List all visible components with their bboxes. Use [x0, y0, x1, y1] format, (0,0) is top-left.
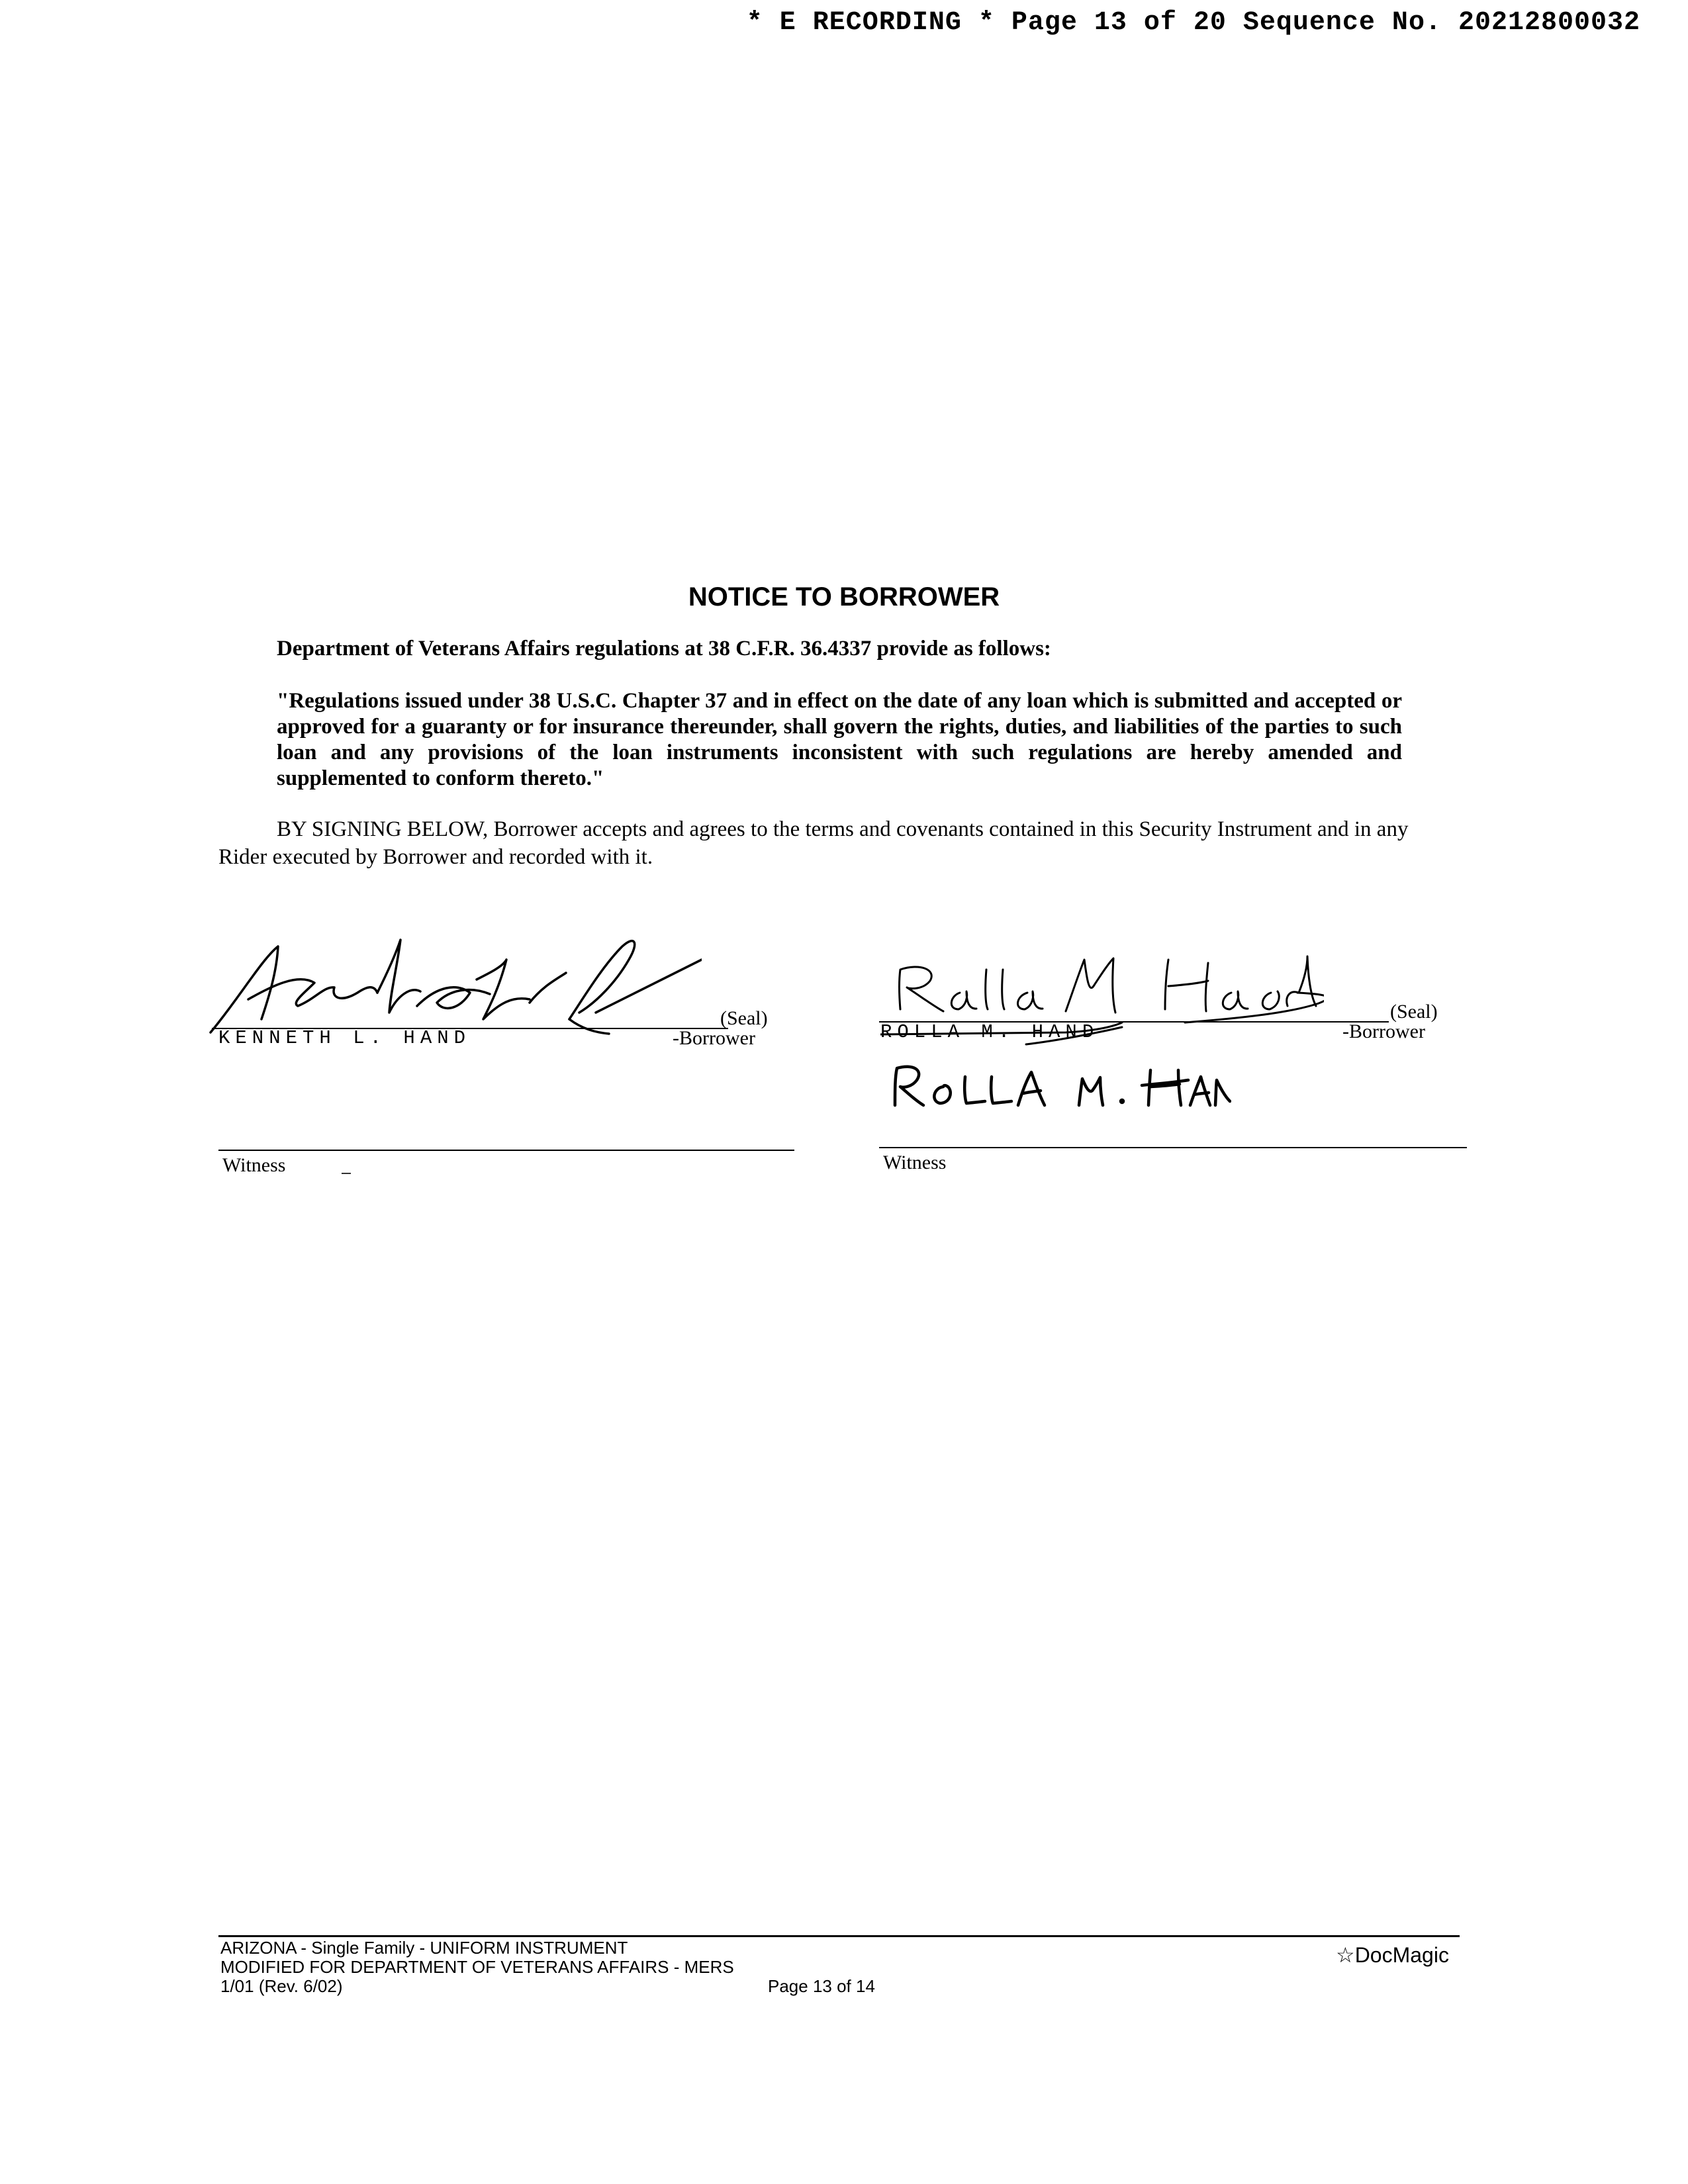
- star-icon: ☆: [1336, 1943, 1355, 1967]
- borrower-label-right: -Borrower: [1342, 1021, 1425, 1042]
- signature-kenneth: [199, 920, 702, 1039]
- footer-line-2: MODIFIED FOR DEPARTMENT OF VETERANS AFFAIRS - MERS: [220, 1957, 734, 1977]
- seal-label-right: (Seal): [1390, 1001, 1438, 1023]
- footer-rule: [218, 1935, 1460, 1937]
- strikethrough-typed-name: [880, 1013, 1125, 1052]
- footer-brand: [1336, 1942, 1449, 1968]
- footer-line-1: ARIZONA - Single Family - UNIFORM INSTRUMENT: [220, 1938, 628, 1958]
- witness-line-right: [879, 1147, 1467, 1148]
- typed-name-right: ROLLA M. HAND: [880, 1021, 1100, 1043]
- borrower-label-left: -Borrower: [673, 1027, 755, 1049]
- signature-block-left: [199, 920, 794, 1185]
- seal-label-left: (Seal): [720, 1007, 768, 1029]
- handwritten-name-rolla: [887, 1054, 1231, 1113]
- signature-block-right: [874, 940, 1470, 1191]
- witness-label-left: Witness: [222, 1154, 286, 1176]
- brand-name: DocMagic: [1354, 1943, 1449, 1967]
- regulation-intro: Department of Veterans Affairs regulations at 38 C.F.R. 36.4337 provide as follows:: [277, 637, 1051, 660]
- witness-line-left: [218, 1150, 794, 1151]
- stray-mark: [342, 1173, 351, 1174]
- recording-header: * E RECORDING * Page 13 of 20 Sequence No. 20212800032: [746, 8, 1640, 38]
- notice-title: NOTICE TO BORROWER: [688, 582, 1000, 612]
- footer-line-3: 1/01 (Rev. 6/02): [220, 1976, 343, 1996]
- typed-name-left: KENNETH L. HAND: [218, 1027, 471, 1049]
- regulation-quote: "Regulations issued under 38 U.S.C. Chapter 37 and in effect on the date of any loan which is submitted and accepted or approved for a guaranty or for insurance thereunder, shall govern the rights, duties, and liabilities of the parties to such loan and any provisions of the loan instruments inconsistent with such regulations are hereby amended and supplemented to conform thereto.": [277, 689, 1402, 790]
- footer-page-number: Page 13 of 14: [768, 1976, 875, 1996]
- signing-statement: BY SIGNING BELOW, Borrower accepts and agrees to the terms and covenants contained in this Security Instrument and in any Rider executed by Borrower and recorded with it.: [218, 817, 1409, 869]
- witness-label-right: Witness: [883, 1152, 947, 1173]
